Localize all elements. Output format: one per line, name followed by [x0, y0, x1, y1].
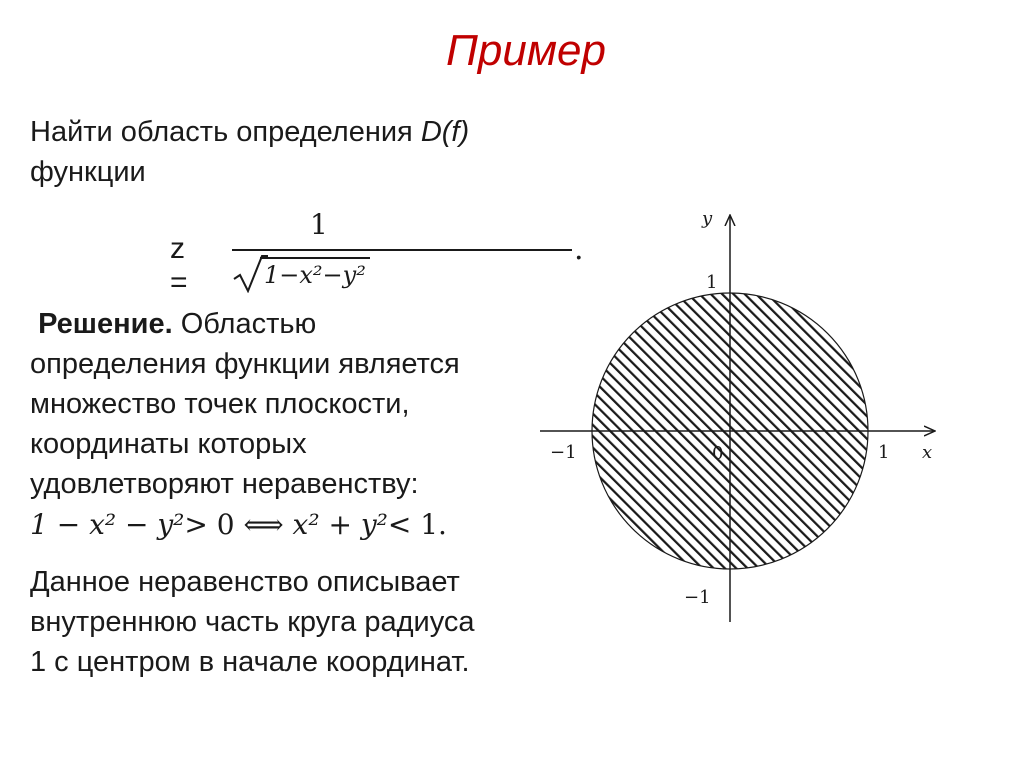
- solution-line-5: удовлетворяют неравенству:: [30, 468, 419, 500]
- solution-line-2: определения функции является: [30, 348, 460, 380]
- formula-denominator: [232, 255, 572, 295]
- formula-end: .: [574, 232, 584, 267]
- solution-line-1: [30, 304, 550, 344]
- x-tick-pos: 1: [878, 442, 890, 463]
- inequality-gt: > 0: [184, 508, 235, 541]
- solution-line-1-rest: Областью: [172, 308, 317, 340]
- x-tick-neg: −1: [550, 442, 577, 463]
- task-text: Найти область определения: [30, 116, 421, 148]
- y-tick-neg: −1: [684, 587, 711, 608]
- task-statement: [30, 112, 550, 192]
- y-axis-label: y: [702, 208, 713, 229]
- fraction-bar: [232, 249, 572, 251]
- inequality: [30, 508, 447, 541]
- solution-line-3: множество точек плоскости,: [30, 388, 410, 420]
- formula-lhs: z =: [170, 232, 188, 299]
- conclusion-line-3: 1 с центром в начале координат.: [30, 646, 470, 678]
- y-tick-pos: 1: [706, 272, 718, 293]
- conclusion-line-2: внутреннюю часть круга радиуса: [30, 606, 475, 638]
- origin-label: 0: [712, 443, 724, 464]
- formula-numerator: 1: [310, 208, 328, 241]
- solution-line-4: координаты которых: [30, 428, 307, 460]
- circle-graph: [536, 200, 946, 630]
- inequality-right: x² + y²: [292, 508, 388, 541]
- x-axis-label: x: [922, 442, 933, 463]
- solution-label: Решение.: [38, 308, 173, 340]
- solution-text: [30, 304, 550, 504]
- conclusion-line-1: Данное неравенство описывает: [30, 566, 460, 598]
- conclusion-text: [30, 562, 550, 682]
- inequality-left: 1 − x² − y²: [30, 508, 185, 541]
- domain-notation: D(f): [420, 116, 470, 148]
- task-line-1: [30, 112, 550, 152]
- inequality-lt: < 1.: [387, 508, 447, 541]
- radicand: 1−x²−y²: [260, 257, 370, 291]
- task-line-2: функции: [30, 156, 146, 188]
- slide-title: Пример: [446, 26, 606, 75]
- inequality-iff: ⟺: [234, 508, 293, 541]
